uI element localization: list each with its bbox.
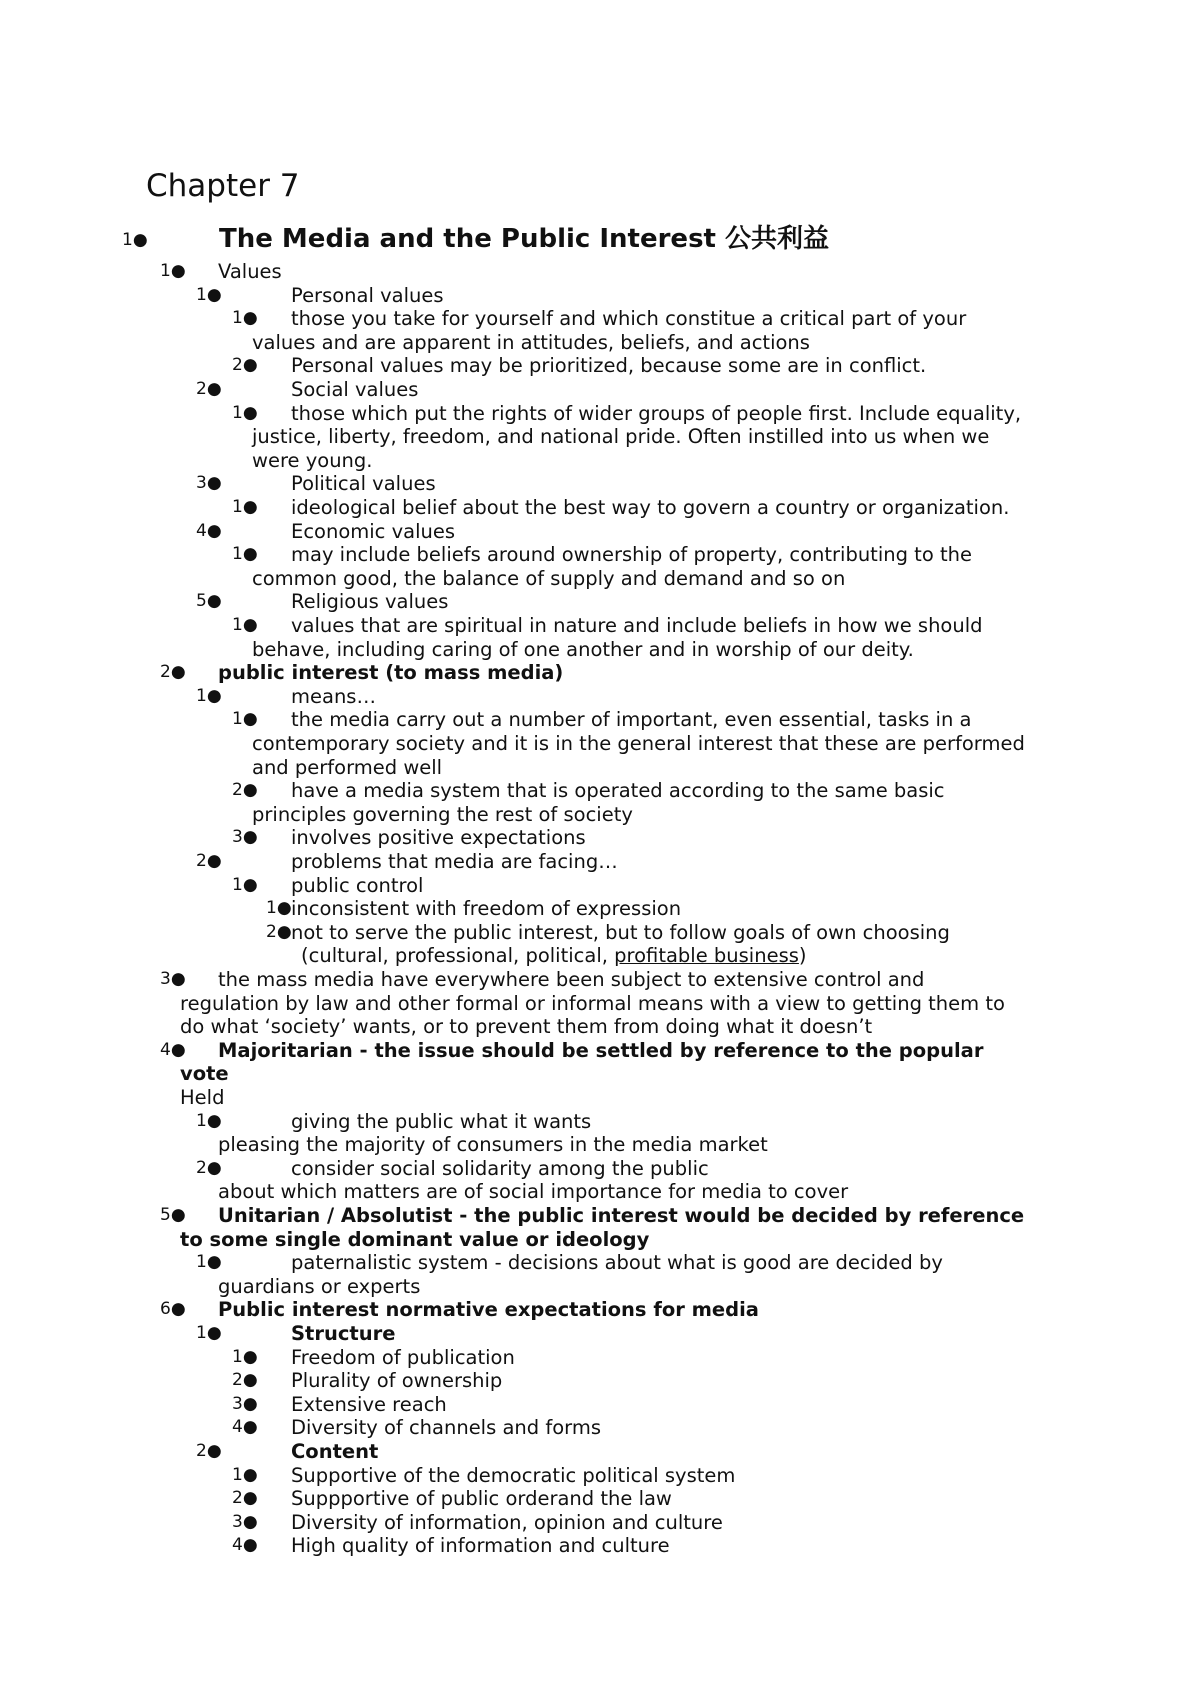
list-marker: 2● xyxy=(196,1441,222,1461)
list-item-label: vote xyxy=(180,1062,229,1086)
list-item-text xyxy=(291,1440,378,1464)
list-item-label: Suppportive of public orderand the law xyxy=(291,1487,672,1511)
list-marker: 2● xyxy=(232,1488,258,1509)
list-marker: 5● xyxy=(160,1205,186,1225)
list-item-text xyxy=(291,1369,502,1393)
list-item-text xyxy=(180,1062,229,1086)
list-item-label: ideological belief about the best way to govern a country or organization. xyxy=(291,496,1010,519)
list-item-text xyxy=(291,590,448,614)
list-item-label: Content xyxy=(291,1440,379,1463)
trailing-text: ) xyxy=(798,944,807,968)
list-item-label: (cultural, professional, political, xyxy=(301,944,615,968)
list-item-text xyxy=(180,992,1005,1016)
list-item-label: may include beliefs around ownership of property, contributing to the xyxy=(291,543,972,567)
list-item-label: public interest (to mass media) xyxy=(218,661,564,685)
list-item-label: behave, including caring of one another and in worship of our deity. xyxy=(252,637,914,661)
list-item-text xyxy=(291,1534,670,1558)
list-item-text xyxy=(291,1487,672,1511)
list-item-text xyxy=(252,425,989,449)
list-item-label: Unitarian / Absolutist - the public interest would be decided by reference xyxy=(218,1204,1025,1227)
list-marker: 1● xyxy=(232,1346,258,1367)
list-item-label: values that are spiritual in nature and include beliefs in how we should xyxy=(291,614,983,637)
list-item-label: problems that media are facing… xyxy=(291,850,618,873)
list-item-label: Held xyxy=(180,1086,225,1109)
list-item-label: inconsistent with freedom of expression xyxy=(291,897,682,921)
list-marker: 3● xyxy=(196,473,222,494)
list-marker: 2● xyxy=(232,780,258,801)
list-marker: 1● xyxy=(196,1323,222,1343)
list-item-label: Political values xyxy=(291,472,436,496)
list-item-text xyxy=(291,1416,601,1440)
list-item-label: contemporary society and it is in the general interest that these are performed xyxy=(252,732,1025,755)
list-marker: 3● xyxy=(232,827,258,848)
list-marker: 1● xyxy=(160,261,186,281)
list-item-text xyxy=(291,520,455,544)
chapter-title: Chapter 7 xyxy=(146,168,300,204)
list-item-label: about which matters are of social importance for media to cover xyxy=(218,1180,849,1204)
list-item-label: principles governing the rest of society xyxy=(252,802,633,826)
list-item-text xyxy=(291,826,586,850)
list-item-text xyxy=(218,1275,420,1299)
list-item-label: Economic values xyxy=(291,519,456,543)
list-item-label: public control xyxy=(291,873,424,897)
list-item-text xyxy=(301,944,807,968)
list-item-label: Plurality of ownership xyxy=(291,1369,503,1393)
list-marker: 3● xyxy=(160,969,186,989)
list-item-text xyxy=(291,850,618,874)
list-item-label: Religious values xyxy=(291,590,449,614)
list-item-text xyxy=(218,1204,1024,1228)
list-item-text xyxy=(291,472,436,496)
list-item-label: giving the public what it wants xyxy=(291,1109,592,1133)
list-item-text xyxy=(252,638,914,662)
list-item-text xyxy=(252,331,810,355)
list-marker: 2● xyxy=(232,1370,258,1391)
list-item-label: were young. xyxy=(252,448,373,472)
list-item-label: the mass media have everywhere been subject to extensive control and xyxy=(218,968,925,991)
list-item-text xyxy=(291,284,444,308)
list-item-text xyxy=(252,567,845,591)
list-item-text xyxy=(218,1298,759,1322)
list-item-label: not to serve the public interest, but to follow goals of own choosing xyxy=(291,920,950,944)
list-marker: 1● xyxy=(196,1110,222,1131)
list-item-text xyxy=(291,378,418,402)
list-item-label: Freedom of publication xyxy=(291,1345,515,1369)
list-item-text xyxy=(291,496,1009,520)
list-marker: 1● xyxy=(232,1464,258,1485)
list-marker: 4● xyxy=(196,520,222,541)
list-item-text xyxy=(252,756,442,780)
list-item-text xyxy=(291,685,376,709)
list-item-text xyxy=(252,803,633,827)
list-item-label: values and are apparent in attitudes, beliefs, and actions xyxy=(252,330,810,354)
list-item-label: guardians or experts xyxy=(218,1274,421,1298)
list-item-label: common good, the balance of supply and demand and so on xyxy=(252,566,846,590)
list-item-label: justice, liberty, freedom, and national pride. Often instilled into us when we xyxy=(252,425,990,449)
list-marker: 1● xyxy=(232,402,258,423)
list-marker: 3● xyxy=(232,1511,258,1532)
list-marker: 4● xyxy=(232,1417,258,1438)
heading-text: The Media and the Public Interest 公共利益 xyxy=(219,224,830,254)
list-item-text xyxy=(291,307,966,331)
list-marker: 1● xyxy=(196,284,222,305)
list-item-label: Personal values may be prioritized, because some are in conflict. xyxy=(291,354,927,378)
list-item-text xyxy=(291,779,945,803)
list-item-label: have a media system that is operated according to the same basic xyxy=(291,779,945,803)
heading-marker: 1● xyxy=(122,230,148,250)
list-marker: 1● xyxy=(232,544,258,565)
list-item-label: do what ‘society’ wants, or to prevent them from doing what it doesn’t xyxy=(180,1015,873,1039)
list-item-label: regulation by law and other formal or informal means with a view to getting them to xyxy=(180,991,1005,1015)
list-item-text xyxy=(252,732,1025,756)
list-item-text xyxy=(291,354,926,378)
list-item-label: those which put the rights of wider groups of people first. Include equality, xyxy=(291,401,1022,425)
list-item-text xyxy=(291,543,972,567)
list-item-text xyxy=(291,1322,395,1346)
list-item-text xyxy=(291,1346,515,1370)
list-marker: 5● xyxy=(196,591,222,612)
list-item-text xyxy=(291,1393,447,1417)
list-item-text xyxy=(291,897,681,921)
list-item-text xyxy=(180,1086,224,1110)
list-marker: 1● xyxy=(196,1252,222,1273)
list-item-label: consider social solidarity among the public xyxy=(291,1156,709,1180)
list-item-text xyxy=(218,1180,848,1204)
list-marker: 2● xyxy=(160,662,186,683)
list-item-label: Public interest normative expectations for media xyxy=(218,1298,759,1322)
list-item-text xyxy=(291,1511,723,1535)
list-item-label: involves positive expectations xyxy=(291,826,586,850)
list-item-text xyxy=(291,1110,591,1134)
list-item-label: Diversity of channels and forms xyxy=(291,1416,601,1440)
list-item-label: Supportive of the democratic political system xyxy=(291,1463,736,1487)
underlined-text: profitable business xyxy=(614,944,799,968)
list-marker: 1● xyxy=(232,308,258,329)
list-marker: 2● xyxy=(196,379,222,399)
list-item-label: Extensive reach xyxy=(291,1392,447,1416)
list-item-text xyxy=(291,1251,943,1275)
list-item-label: Diversity of information, opinion and culture xyxy=(291,1510,723,1534)
list-marker: 1● xyxy=(232,709,258,730)
list-item-text xyxy=(218,1039,983,1063)
list-marker: 1● xyxy=(232,497,258,517)
list-marker: 1● xyxy=(232,615,258,635)
list-marker: 6● xyxy=(160,1299,186,1320)
list-marker: 2● xyxy=(196,1157,222,1178)
list-item-label: the media carry out a number of important, even essential, tasks in a xyxy=(291,708,972,732)
list-item-text xyxy=(291,708,971,732)
list-item-text xyxy=(291,921,950,945)
list-item-text xyxy=(180,1015,872,1039)
list-item-text xyxy=(218,1133,768,1157)
list-item-label: those you take for yourself and which constitue a critical part of your xyxy=(291,307,967,331)
list-item-text xyxy=(252,449,373,473)
list-marker: 1● xyxy=(196,685,222,706)
list-item-label: Social values xyxy=(291,378,419,401)
list-item-text xyxy=(291,402,1021,426)
list-item-label: means… xyxy=(291,684,376,708)
list-item-label: to some single dominant value or ideology xyxy=(180,1227,650,1251)
list-marker: 1● xyxy=(232,874,258,895)
list-item-text xyxy=(291,1157,709,1181)
list-marker: 1● xyxy=(266,898,292,919)
list-marker: 4● xyxy=(232,1535,258,1556)
list-item-label: pleasing the majority of consumers in the media market xyxy=(218,1133,768,1157)
list-item-label: Personal values xyxy=(291,283,444,307)
list-marker: 2● xyxy=(232,355,258,376)
list-marker: 2● xyxy=(196,851,222,871)
list-item-text xyxy=(218,661,563,685)
list-item-label: Majoritarian - the issue should be settled by reference to the popular xyxy=(218,1038,984,1062)
list-item-text xyxy=(218,260,282,284)
list-item-text xyxy=(291,874,423,898)
list-item-label: paternalistic system - decisions about what is good are decided by xyxy=(291,1251,943,1275)
list-item-text xyxy=(180,1228,649,1252)
list-item-text xyxy=(291,614,983,638)
list-item-label: Structure xyxy=(291,1322,396,1345)
list-marker: 3● xyxy=(232,1393,258,1414)
list-item-label: Values xyxy=(218,260,282,283)
list-item-label: and performed well xyxy=(252,755,443,779)
list-marker: 4● xyxy=(160,1039,186,1060)
list-marker: 2● xyxy=(266,921,292,942)
list-item-text xyxy=(291,1464,735,1488)
list-item-label: High quality of information and culture xyxy=(291,1534,670,1558)
list-item-text xyxy=(218,968,924,992)
